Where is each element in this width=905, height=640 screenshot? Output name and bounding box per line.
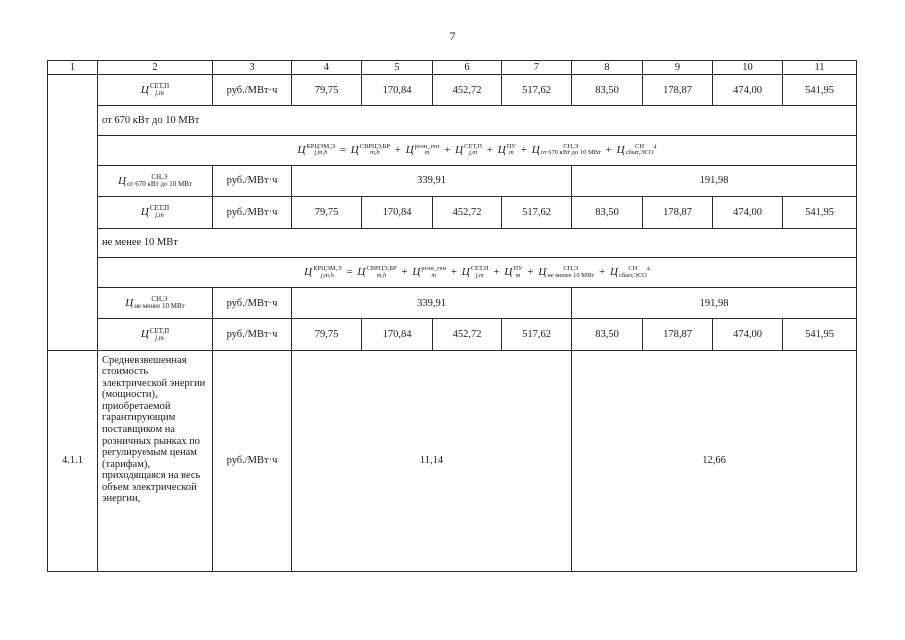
table-row: [48, 135, 857, 165]
table-row: [48, 228, 857, 257]
symbol-set-p: Ц СЕТ,П j,m: [98, 197, 213, 228]
merged-value-cell: 339,91: [292, 288, 572, 319]
value-cell: 452,72: [433, 319, 502, 350]
value-cell: 541,95: [783, 197, 857, 228]
unit-cell: руб./МВт·ч: [213, 165, 292, 196]
value-cell: 79,75: [292, 75, 362, 106]
value-cell: 170,84: [362, 75, 433, 106]
value-cell: 452,72: [433, 197, 502, 228]
value-cell: 517,62: [502, 75, 572, 106]
value-cell: 517,62: [502, 197, 572, 228]
value-cell: 178,87: [643, 75, 713, 106]
formula-10: Ц КРЦЭМ,Э j,m,h = Ц СВРЦЭ,БР m,h + Ц розн_ген m + Ц СЕТ,П j,m + Ц ПУ m + Ц СН,Э не менее 10 МВт + Ц СН сбыт,ЭСО $^4$: [98, 257, 857, 287]
unit-cell: руб./МВт·ч: [213, 288, 292, 319]
section-label-10: не менее 10 МВт: [98, 228, 857, 257]
value-cell: 79,75: [292, 197, 362, 228]
value-cell: 452,72: [433, 75, 502, 106]
col-header-10: 10: [713, 61, 783, 75]
page-number: 7: [449, 29, 456, 43]
value-cell: 178,87: [643, 197, 713, 228]
table-row: [48, 319, 857, 350]
value-cell: 170,84: [362, 319, 433, 350]
value-cell: 170,84: [362, 197, 433, 228]
unit-cell: руб./МВт·ч: [213, 319, 292, 350]
unit-cell: руб./МВт·ч: [213, 350, 292, 571]
table-row: [48, 288, 857, 319]
value-cell: 474,00: [713, 75, 783, 106]
unit-cell: руб./МВт·ч: [213, 75, 292, 106]
tariff-table: [47, 60, 857, 572]
item-description: Средневзвешенная стоимость электрической энергии (мощности), приобретаемой гарантирующим поставщиком на розничных рынках по регулируемым ценам (тарифам), приходящаяся на весь объем электрической энергии,: [98, 350, 213, 571]
value-cell: 79,75: [292, 319, 362, 350]
value-cell: 474,00: [713, 319, 783, 350]
symbol-set-p: Ц СЕТ,П j,m: [98, 319, 213, 350]
formula-670: Ц КРЦЭМ,Э j,m,h = Ц СВРЦЭ,БР m,h + Ц розн_ген m + Ц СЕТ,П j,m + Ц ПУ m + Ц СН,Э от 670 кВт до 10 МВт + Ц СН сбыт,ЭСО $^4$: [98, 135, 857, 165]
col-header-1: 1: [48, 61, 98, 75]
merged-value-cell: 11,14: [292, 350, 572, 571]
col-header-4: 4: [292, 61, 362, 75]
col-header-6: 6: [433, 61, 502, 75]
item-number: 4.1.1: [48, 350, 98, 571]
table-row: [48, 106, 857, 135]
value-cell: 474,00: [713, 197, 783, 228]
col-header-9: 9: [643, 61, 713, 75]
value-cell: 517,62: [502, 319, 572, 350]
merged-value-cell: 12,66: [572, 350, 857, 571]
section-label-670: от 670 кВт до 10 МВт: [98, 106, 857, 135]
table-row: [48, 197, 857, 228]
symbol-sn-670: Ц СН,Э от 670 кВт до 10 МВт: [98, 165, 213, 196]
col-header-7: 7: [502, 61, 572, 75]
value-cell: 83,50: [572, 319, 643, 350]
value-cell: 83,50: [572, 75, 643, 106]
symbol-sn-10: Ц СН,Э не менее 10 МВт: [98, 288, 213, 319]
number-cell-empty: [48, 75, 98, 351]
symbol-set-p: Ц СЕТ,П j,m: [98, 75, 213, 106]
table-row: [48, 257, 857, 287]
merged-value-cell: 191,98: [572, 288, 857, 319]
col-header-8: 8: [572, 61, 643, 75]
merged-value-cell: 339,91: [292, 165, 572, 196]
col-header-11: 11: [783, 61, 857, 75]
merged-value-cell: 191,98: [572, 165, 857, 196]
table-row: [48, 75, 857, 106]
value-cell: 541,95: [783, 75, 857, 106]
col-header-3: 3: [213, 61, 292, 75]
value-cell: 541,95: [783, 319, 857, 350]
col-header-5: 5: [362, 61, 433, 75]
table-row: [48, 350, 857, 571]
unit-cell: руб./МВт·ч: [213, 197, 292, 228]
value-cell: 83,50: [572, 197, 643, 228]
column-number-row: [48, 61, 857, 75]
table-row: [48, 165, 857, 196]
col-header-2: 2: [98, 61, 213, 75]
value-cell: 178,87: [643, 319, 713, 350]
